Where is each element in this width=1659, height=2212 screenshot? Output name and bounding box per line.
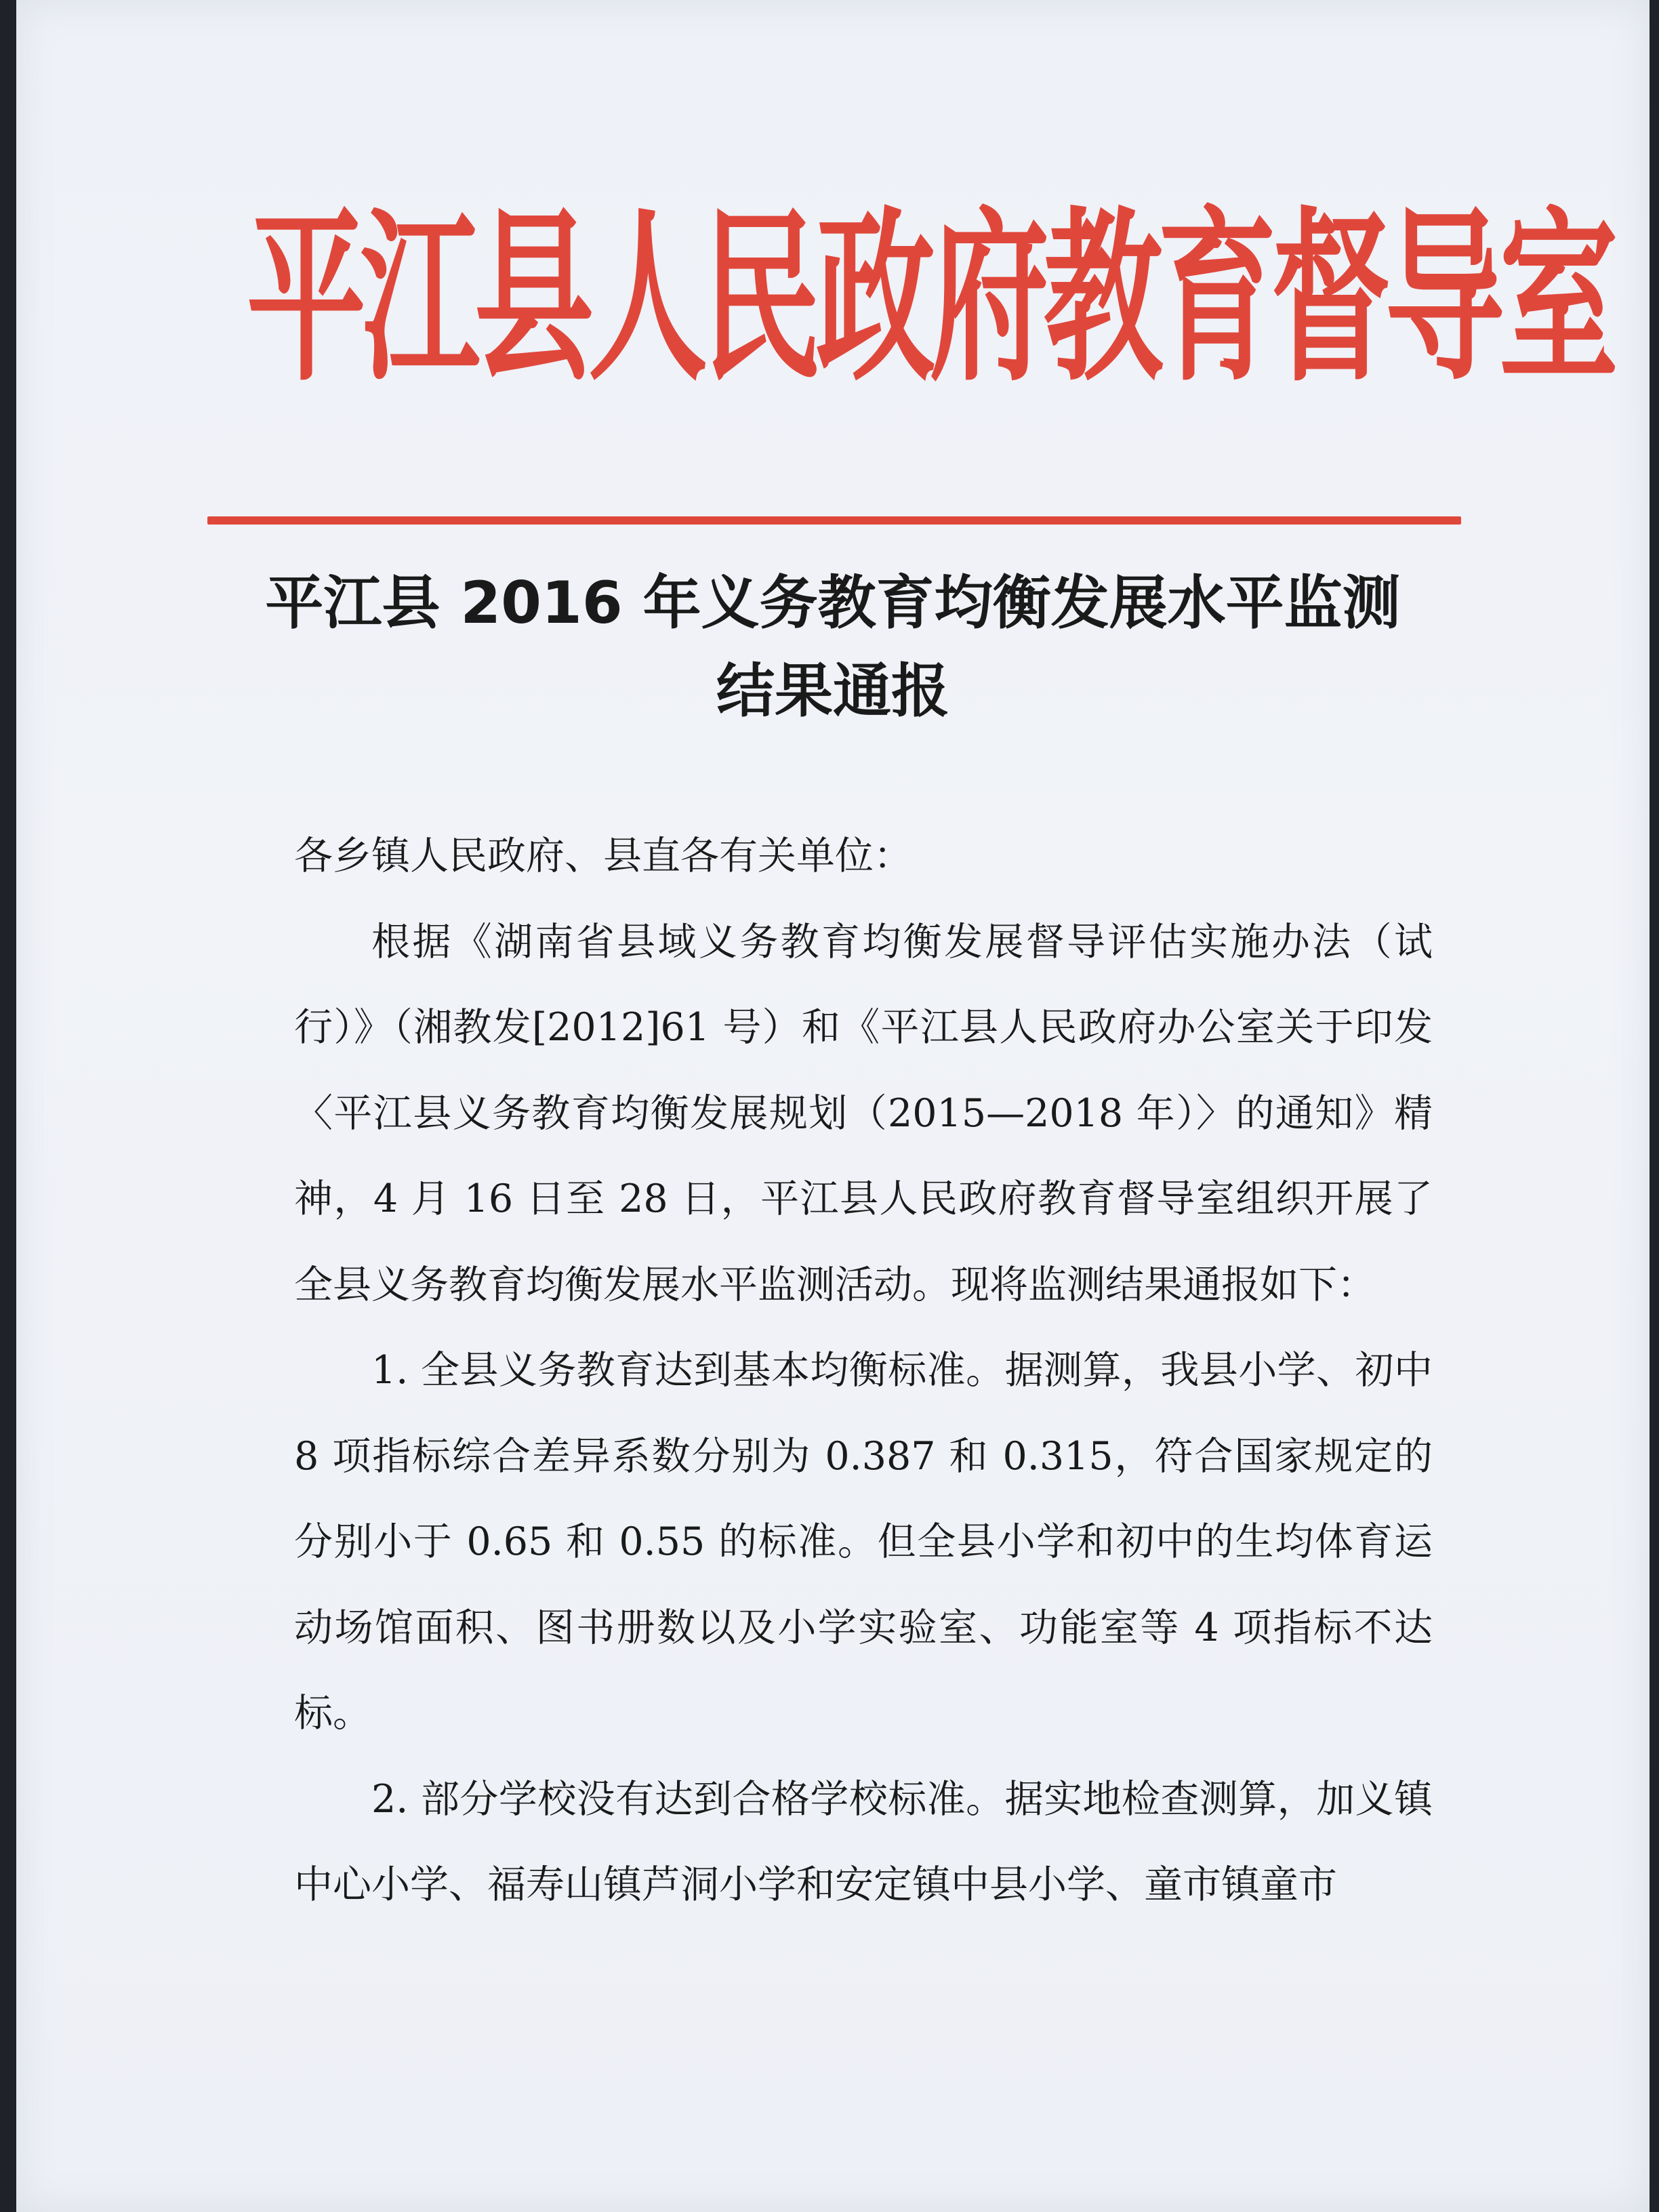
document-body: [294, 813, 1433, 1928]
document-title-line-2: 结果通报: [716, 657, 949, 725]
red-divider-line: [207, 516, 1461, 525]
issuing-office-header: 平江县人民政府教育督导室: [247, 188, 1614, 407]
salutation: 各乡镇人民政府、县直各有关单位：: [294, 834, 912, 878]
paragraph-item-2: 2. 部分学校没有达到合格学校标准。据实地检查测算，加义镇中心小学、福寿山镇芦洞小学和安定镇中县小学、童市镇童市: [294, 1776, 1433, 1907]
paragraph-basis: 根据《湖南省县域义务教育均衡发展督导评估实施办法（试行）》（湘教发[2012]61 号）和《平江县人民政府办公室关于印发〈平江县义务教育均衡发展规划（2015—2018 年）〉的通知》精神，4 月 16 日至 28 日，平江县人民政府教育督导室组织开展了全县义务教育均衡发展水平监测活动。现将监测结果通报如下：: [294, 919, 1433, 1307]
paper-sheet: [16, 0, 1650, 2212]
paragraph-item-1: 1. 全县义务教育达到基本均衡标准。据测算，我县小学、初中 8 项指标综合差异系数分别为 0.387 和 0.315，符合国家规定的分别小于 0.65 和 0.55 的标准。但全县小学和初中的生均体育运动场馆面积、图书册数以及小学实验室、功能室等 4 项指标不达标。: [294, 1348, 1433, 1736]
document-title-line-1: 平江县 2016 年义务教育均衡发展水平监测: [265, 569, 1401, 637]
